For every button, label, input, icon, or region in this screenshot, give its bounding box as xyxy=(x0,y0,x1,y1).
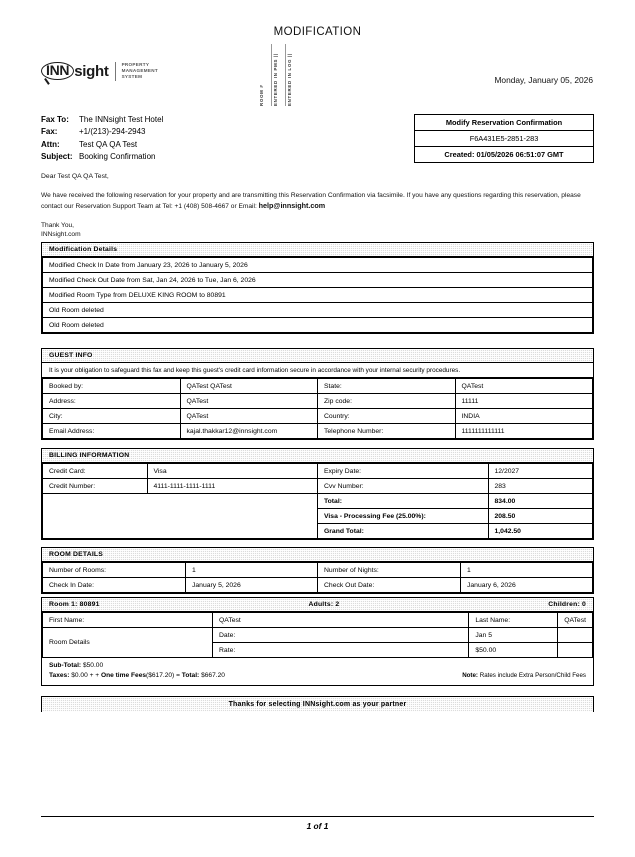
room-details-table xyxy=(42,562,593,593)
rate-trailing-cell xyxy=(558,628,593,643)
logo-sight-text: sight xyxy=(74,62,109,80)
first-name-label: First Name: xyxy=(43,613,213,628)
room-1-adults: Adults: 2 xyxy=(308,601,340,608)
logo-tagline xyxy=(115,62,158,81)
table-row xyxy=(43,628,593,643)
signoff-line2: INNsight.com xyxy=(41,231,81,238)
zip-code-value: 11111 xyxy=(455,394,593,409)
manual-entry-stamp xyxy=(258,44,292,106)
check-in-date-value: January 5, 2026 xyxy=(186,578,318,593)
check-in-date-label: Check In Date: xyxy=(43,578,186,593)
billing-information-heading: BILLING INFORMATION xyxy=(42,449,593,463)
page-title: MODIFICATION xyxy=(273,26,362,38)
subject-label: Subject: xyxy=(41,152,73,162)
page-footer: 1 of 1 xyxy=(41,816,594,831)
fax-label: Fax: xyxy=(41,127,58,137)
stamp-entered-in-pms: ENTERED IN PMS || xyxy=(271,44,278,106)
room-total-value: $667.20 xyxy=(201,672,225,679)
confirmation-code: F6A431E5-2851-283 xyxy=(415,131,593,147)
telephone-label: Telephone Number: xyxy=(318,424,456,439)
modification-details-section xyxy=(41,242,594,334)
check-out-date-value: January 6, 2026 xyxy=(461,578,593,593)
rates-note-text: Rates include Extra Person/Child Fees xyxy=(478,672,586,679)
letter-paragraph xyxy=(41,191,594,212)
sub-total-line xyxy=(49,661,586,671)
rate-label: Rate: xyxy=(213,643,469,658)
room-total-label: Total: xyxy=(181,672,200,679)
room-1-label: Room 1: 80891 xyxy=(49,601,100,608)
table-row xyxy=(43,318,593,333)
number-of-nights-value: 1 xyxy=(461,563,593,578)
credit-card-value: Visa xyxy=(147,464,318,479)
table-row xyxy=(43,258,593,273)
total-label: Total: xyxy=(318,494,489,509)
number-of-rooms-label: Number of Rooms: xyxy=(43,563,186,578)
modification-row-3: Old Room deleted xyxy=(43,303,593,318)
state-value: QATest xyxy=(455,379,593,394)
billing-blank-cell xyxy=(43,494,318,539)
credit-card-label: Credit Card: xyxy=(43,464,148,479)
modification-row-1: Modified Check Out Date from Sat, Jan 24, 2026 to Tue, Jan 6, 2026 xyxy=(43,273,593,288)
logo-tagline-line2: MANAGEMENT xyxy=(121,68,158,74)
modification-row-0: Modified Check In Date from January 23, 2026 to January 5, 2026 xyxy=(43,258,593,273)
rates-note-label: Note: xyxy=(462,672,478,679)
billing-information-section xyxy=(41,448,594,540)
confirmation-box xyxy=(414,114,594,163)
confirmation-created: Created: 01/05/2026 06:51:07 GMT xyxy=(444,150,564,159)
address-label: Address: xyxy=(43,394,181,409)
country-value: INDIA xyxy=(455,409,593,424)
room-details-section xyxy=(41,547,594,594)
booked-by-value: QATest QATest xyxy=(180,379,318,394)
total-value: 834.00 xyxy=(488,494,593,509)
logo-tagline-line1: PROPERTY xyxy=(121,62,150,67)
rate-date-label: Date: xyxy=(213,628,469,643)
table-row xyxy=(43,379,593,394)
fax-subject-row xyxy=(41,151,163,163)
sub-total-value: $50.00 xyxy=(82,662,104,669)
number-of-nights-label: Number of Nights: xyxy=(318,563,461,578)
table-row xyxy=(43,563,593,578)
confirmation-heading: Modify Reservation Confirmation xyxy=(415,115,593,131)
fax-to-value: The INNsight Test Hotel xyxy=(79,115,164,124)
email-label: Email Address: xyxy=(43,424,181,439)
room-1-guest-table xyxy=(42,612,593,658)
guest-info-notice: It is your obligation to safeguard this fax and keep this guest's credit card information secure in accordance with your internal security procedures. xyxy=(42,363,593,378)
signoff-line1: Thank You, xyxy=(41,222,74,229)
document-date: Monday, January 05, 2026 xyxy=(494,75,593,85)
modification-details-table xyxy=(42,257,593,333)
cvv-number-value: 283 xyxy=(488,479,593,494)
last-name-value: QATest xyxy=(558,613,593,628)
sub-total-label: Sub-Total: xyxy=(49,662,82,669)
letter-paragraph-text: We have received the following reservation for your property and are transmitting this Reservation Confirmation via facsimile. If you have any questions regarding this reservation, please contact our Reservation Support Team at Tel: +1 (408) 508-4667 or Email: xyxy=(41,192,581,210)
one-time-fees-label: One time Fees xyxy=(100,672,147,679)
table-row xyxy=(43,394,593,409)
processing-fee-label: Visa - Processing Fee (25.00%): xyxy=(318,509,489,524)
modification-details-heading: Modification Details xyxy=(42,243,593,257)
modification-row-2: Modified Room Type from DELUXE KING ROOM to 80891 xyxy=(43,288,593,303)
room-1-section xyxy=(41,597,594,686)
table-row xyxy=(43,424,593,439)
attn-value: Test QA QA Test xyxy=(79,139,138,149)
table-row xyxy=(43,479,593,494)
fax-to-label: Fax To: xyxy=(41,115,69,124)
number-of-rooms-value: 1 xyxy=(186,563,318,578)
innsight-logo xyxy=(41,62,158,81)
rate-trailing-cell-2 xyxy=(558,643,593,658)
letter-body xyxy=(41,172,594,239)
table-row xyxy=(43,288,593,303)
attn-label: Attn: xyxy=(41,139,60,149)
fax-value: +1/(213)-294-2943 xyxy=(79,127,146,137)
subject-value: Booking Confirmation xyxy=(79,152,156,162)
taxes-amount: $0.00 + + xyxy=(71,672,101,679)
support-email: help@innsight.com xyxy=(258,201,326,210)
fax-attn-row xyxy=(41,139,163,151)
grand-total-value: 1,042.50 xyxy=(488,524,593,539)
cvv-number-label: Cvv Number: xyxy=(318,479,489,494)
fax-header-block xyxy=(41,114,163,164)
logo-wordmark xyxy=(41,62,109,80)
credit-number-value: 4111-1111-1111-1111 xyxy=(147,479,318,494)
expiry-date-label: Expiry Date: xyxy=(318,464,489,479)
logo-inn-oval-icon: INN xyxy=(41,62,74,80)
processing-fee-value: 208.50 xyxy=(488,509,593,524)
fax-number-row xyxy=(41,126,163,138)
last-name-label: Last Name: xyxy=(469,613,558,628)
room-1-heading-bar xyxy=(42,598,593,612)
taxes-label: Taxes: xyxy=(49,672,70,679)
guest-info-heading: GUEST INFO xyxy=(42,349,593,363)
grand-total-label: Grand Total: xyxy=(318,524,489,539)
address-value: QATest xyxy=(180,394,318,409)
rate-value: $50.00 xyxy=(469,643,558,658)
room-details-label: Room Details xyxy=(43,628,213,658)
rate-date-value: Jan 5 xyxy=(469,628,558,643)
stamp-entered-in-log: ENTERED IN LOG || xyxy=(285,44,292,106)
stamp-room-number: ROOM # xyxy=(259,84,264,106)
billing-information-table xyxy=(42,463,593,539)
room-1-totals xyxy=(42,658,593,685)
city-value: QATest xyxy=(180,409,318,424)
table-row xyxy=(43,303,593,318)
expiry-date-value: 12/2027 xyxy=(488,464,593,479)
rates-note xyxy=(462,671,586,681)
table-row xyxy=(43,464,593,479)
table-row xyxy=(43,613,593,628)
letter-greeting: Dear Test QA QA Test, xyxy=(41,173,109,180)
thanks-banner: Thanks for selecting INNsight.com as your partner xyxy=(41,696,594,712)
state-label: State: xyxy=(318,379,456,394)
modification-row-4: Old Room deleted xyxy=(43,318,593,333)
email-value: kajal.thakkar12@innsight.com xyxy=(180,424,318,439)
one-time-fees-value: ($617.20) = xyxy=(146,672,182,679)
room-1-children: Children: 0 xyxy=(548,601,586,608)
table-row xyxy=(43,578,593,593)
table-row xyxy=(43,273,593,288)
telephone-value: 1111111111111 xyxy=(455,424,593,439)
check-out-date-label: Check Out Date: xyxy=(318,578,461,593)
room-details-heading: ROOM DETAILS xyxy=(42,548,593,562)
table-row xyxy=(43,409,593,424)
zip-code-label: Zip code: xyxy=(318,394,456,409)
table-row xyxy=(43,494,593,509)
credit-number-label: Credit Number: xyxy=(43,479,148,494)
city-label: City: xyxy=(43,409,181,424)
booked-by-label: Booked by: xyxy=(43,379,181,394)
guest-info-section xyxy=(41,348,594,440)
guest-info-table xyxy=(42,378,593,439)
logo-tagline-line3: SYSTEM xyxy=(121,74,143,80)
letter-signoff xyxy=(41,221,594,239)
fax-to-row xyxy=(41,114,163,126)
country-label: Country: xyxy=(318,409,456,424)
first-name-value: QATest xyxy=(213,613,469,628)
